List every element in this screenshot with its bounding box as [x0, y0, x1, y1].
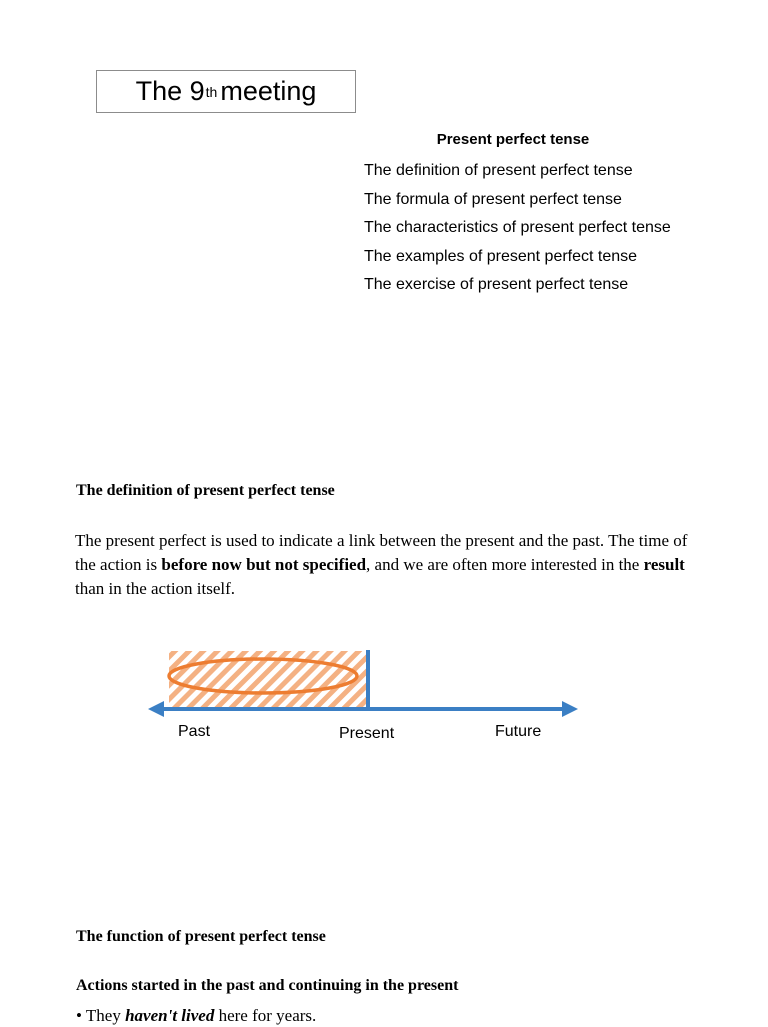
- arrow-right-icon: [562, 701, 578, 717]
- label-past: Past: [178, 723, 211, 740]
- definition-text-3: than in the action itself.: [75, 579, 236, 598]
- outline-item: The definition of present perfect tense: [364, 162, 633, 179]
- outline-list: [364, 159, 671, 302]
- meeting-title-rest: meeting: [220, 76, 317, 106]
- example-text-post: here for years.: [214, 1006, 317, 1025]
- definition-heading: The definition of present perfect tense: [76, 482, 335, 499]
- definition-paragraph: [75, 529, 695, 601]
- outline-item: The examples of present perfect tense: [364, 247, 638, 265]
- definition-text-1: The present perfect is used to indicate a link between the present and the past. The time of the action is: [75, 531, 688, 574]
- label-present: Present: [339, 725, 395, 742]
- outline-item: The exercise of present perfect tense: [364, 276, 629, 293]
- definition-bold-1: before now but not specified: [161, 555, 367, 574]
- definition-bold-2: result: [643, 555, 685, 574]
- definition-text-2: , and we are often more interested in the: [366, 555, 644, 574]
- outline-heading: Present perfect tense: [436, 131, 590, 148]
- timeline-diagram: [140, 640, 590, 750]
- arrow-left-icon: [148, 701, 164, 717]
- label-future: Future: [495, 723, 542, 740]
- bullet-mark: •: [76, 1006, 82, 1025]
- example-emphasis: haven't lived: [125, 1006, 215, 1025]
- meeting-title-box: The 9 th meeting: [96, 70, 356, 113]
- outline-item: The formula of present perfect tense: [364, 190, 622, 208]
- example-text-pre: They: [85, 1006, 126, 1025]
- meeting-title-main: The 9: [135, 76, 205, 106]
- function-heading: The function of present perfect tense: [76, 928, 326, 945]
- outline-item: The characteristics of present perfect tense: [364, 219, 671, 236]
- function-subheading: Actions started in the past and continuing in the present: [76, 977, 459, 994]
